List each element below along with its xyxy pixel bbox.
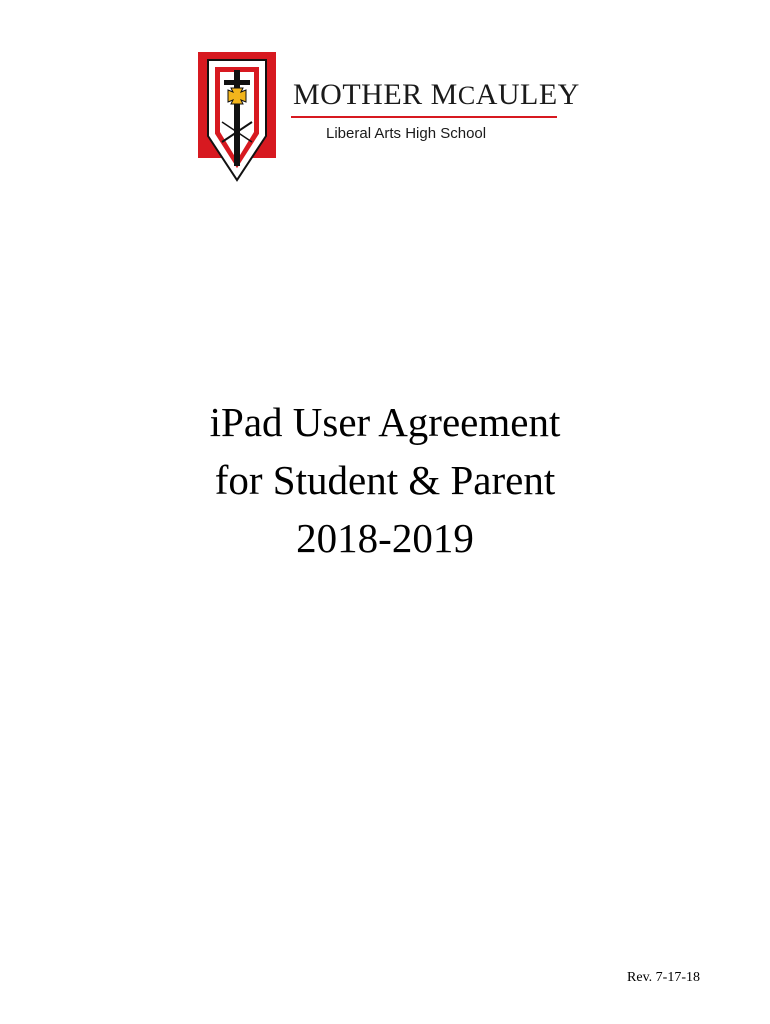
school-name-main: MOTHER M [293,78,458,111]
revision-note: Rev. 7-17-18 [627,970,700,985]
title-line-1: iPad User Agreement [209,399,561,445]
school-subtitle: Liberal Arts High School [326,125,487,142]
school-name-small: C [457,81,476,110]
title-line-3: 2018-2019 [296,515,474,561]
document-title [0,393,770,567]
school-name-rest: AULEY [475,78,580,111]
school-name [293,80,580,110]
title-line-2: for Student & Parent [214,457,556,503]
school-crest-icon [198,52,276,184]
school-logo [198,52,580,184]
school-name-divider [291,116,557,118]
